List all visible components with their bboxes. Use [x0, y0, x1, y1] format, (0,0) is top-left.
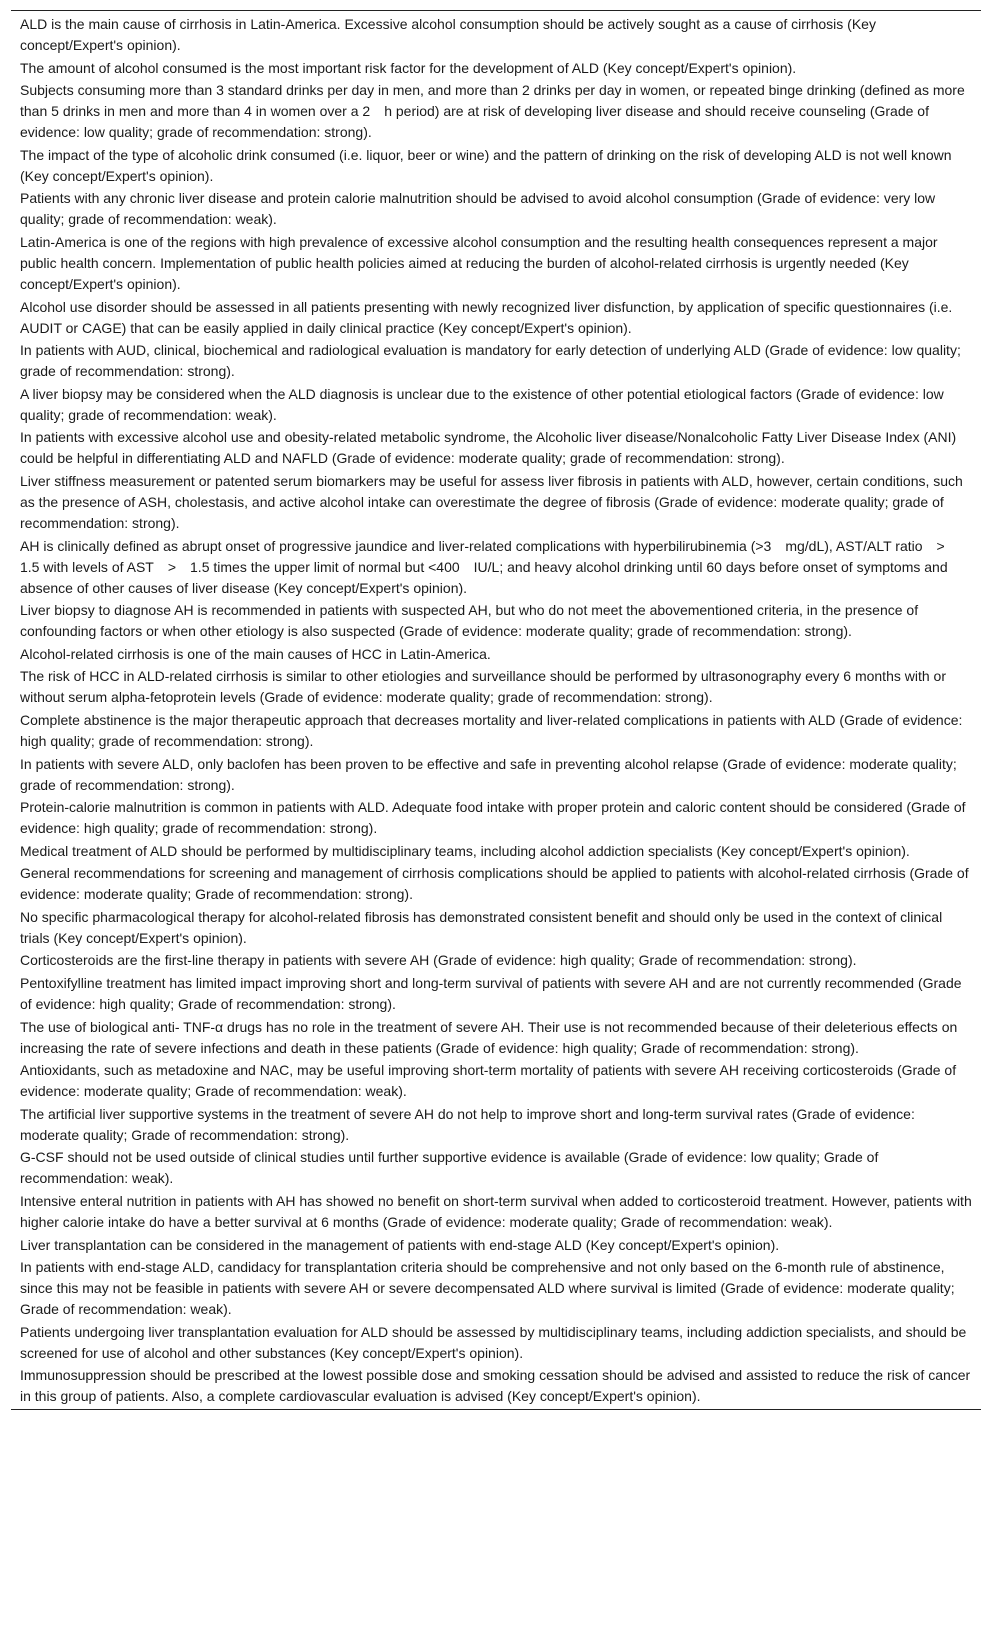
table-row	[11, 1235, 981, 1258]
table-row	[11, 232, 981, 297]
table-row	[11, 471, 981, 536]
statement-text: The impact of the type of alcoholic drink consumed (i.e. liquor, beer or wine) and the pattern of drinking on the risk of developing ALD is not well known (Key concept/Expert's opinion).	[20, 146, 952, 184]
statement-text: In patients with end-stage ALD, candidacy for transplantation criteria should be comprehensive and not only based on the 6-month rule of abstinence, since this may not be feasible in patients with severe AH or severe decompensated ALD where survival is limited (Grade of evidence: moderate quality; Grade of recommendation: weak).	[20, 1259, 955, 1318]
table-row	[11, 11, 981, 58]
statement-text: A liver biopsy may be considered when the ALD diagnosis is unclear due to the existence of other potential etiological factors (Grade of evidence: low quality; grade of recommendation: weak).	[20, 385, 944, 423]
table-row	[11, 145, 981, 189]
table-row	[11, 973, 981, 1017]
table-row	[11, 340, 981, 384]
statement-text: Latin-America is one of the regions with high prevalence of excessive alcohol consumption and the resulting health consequences represent a major public health concern. Implementation of public health policies aimed at reducing the burden of alcohol-related cirrhosis is urgently needed (Key concept/Expert's opinion).	[20, 233, 938, 292]
table-row	[11, 1060, 981, 1104]
table-row	[11, 666, 981, 710]
recommendations-table-body	[11, 11, 981, 1409]
table-row	[11, 80, 981, 145]
statement-text: G-CSF should not be used outside of clinical studies until further supportive evidence is available (Grade of evidence: low quality; Grade of recommendation: weak).	[20, 1149, 879, 1187]
table-row	[11, 1322, 981, 1366]
table-row	[11, 644, 981, 667]
statement-text: Subjects consuming more than 3 standard drinks per day in men, and more than 2 drinks per day in women, or repeated binge drinking (defined as more than 5 drinks in men and more than 4 in women over a 2 h period) are at risk of developing liver disease and should receive counseling (Grade of evidence: low quality; grade of recommendation: strong).	[20, 82, 965, 141]
statement-text: In patients with excessive alcohol use and obesity-related metabolic syndrome, the Alcoholic liver disease/Nonalcoholic Fatty Liver Disease Index (ANI) could be helpful in differentiating ALD and NAFLD (Grade of evidence: moderate quality; grade of recommendation: strong).	[20, 429, 957, 467]
statement-text: Alcohol use disorder should be assessed in all patients presenting with newly recognized liver disfunction, by application of specific questionnaires (i.e. AUDIT or CAGE) that can be easily applied in daily clinical practice (Key concept/Expert's opinion).	[20, 298, 953, 336]
table-row	[11, 907, 981, 951]
table-row	[11, 841, 981, 864]
table-row	[11, 1017, 981, 1061]
statement-text: Antioxidants, such as metadoxine and NAC, may be useful improving short-term mortality of patients with severe AH receiving corticosteroids (Grade of evidence: moderate quality; Grade of recommendation: weak).	[20, 1062, 957, 1100]
statement-text: Liver biopsy to diagnose AH is recommended in patients with suspected AH, but who do not meet the abovementioned criteria, in the presence of confounding factors or when other etiology is also suspected (Grade of evidence: moderate quality; grade of recommendation: strong).	[20, 602, 919, 640]
table-row	[11, 1147, 981, 1191]
statement-text: In patients with severe ALD, only baclofen has been proven to be effective and safe in preventing alcohol relapse (Grade of evidence: moderate quality; grade of recommendation: strong).	[20, 755, 957, 793]
recommendations-table-container	[11, 10, 981, 1410]
table-row	[11, 536, 981, 601]
table-row	[11, 950, 981, 973]
statement-text: Alcohol-related cirrhosis is one of the main causes of HCC in Latin-America.	[20, 645, 491, 662]
statement-text: Protein-calorie malnutrition is common in patients with ALD. Adequate food intake with proper protein and caloric content should be considered (Grade of evidence: high quality; grade of recommendation: strong).	[20, 799, 966, 837]
statement-text: Intensive enteral nutrition in patients with AH has showed no benefit on short-term survival when added to corticosteroid treatment. However, patients with higher calorie intake do have a better survival at 6 months (Grade of evidence: moderate quality; Grade of recommendation: weak).	[20, 1193, 972, 1231]
statement-text: Liver transplantation can be considered in the management of patients with end-stage ALD (Key concept/Expert's opinion).	[20, 1236, 780, 1253]
table-row	[11, 1104, 981, 1148]
table-row	[11, 384, 981, 428]
statement-text: No specific pharmacological therapy for alcohol-related fibrosis has demonstrated consistent benefit and should only be used in the context of clinical trials (Key concept/Expert's opinion).	[20, 908, 943, 946]
statement-text: Liver stiffness measurement or patented serum biomarkers may be useful for assess liver fibrosis in patients with ALD, however, certain conditions, such as the presence of ASH, cholestasis, and active alcohol intake can overestimate the degree of fibrosis (Grade of evidence: moderate quality; grade of recommendation: strong).	[20, 472, 963, 531]
statement-text: Corticosteroids are the first-line therapy in patients with severe AH (Grade of evidence: high quality; Grade of recommendation: strong).	[20, 952, 857, 969]
statement-text: Complete abstinence is the major therapeutic approach that decreases mortality and liver-related complications in patients with ALD (Grade of evidence: high quality; grade of recommendation: strong).	[20, 711, 963, 749]
statement-text: ALD is the main cause of cirrhosis in Latin-America. Excessive alcohol consumption should be actively sought as a cause of cirrhosis (Key concept/Expert's opinion).	[20, 16, 876, 53]
statement-text: Immunosuppression should be prescribed at the lowest possible dose and smoking cessation should be advised and assisted to reduce the risk of cancer in this group of patients. Also, a complete cardiovascular evaluation is advised (Key concept/Expert's opinion).	[20, 1367, 971, 1405]
statement-text: Pentoxifylline treatment has limited impact improving short and long-term survival of patients with severe AH and are not currently recommended (Grade of evidence: high quality; Grade of recommendation: strong).	[20, 975, 962, 1013]
recommendations-table	[11, 11, 981, 1409]
statement-text: The artificial liver supportive systems in the treatment of severe AH do not help to improve short and long-term survival rates (Grade of evidence: moderate quality; Grade of recommendation: strong).	[20, 1105, 915, 1143]
table-row	[11, 427, 981, 471]
statement-text: In patients with AUD, clinical, biochemical and radiological evaluation is mandatory for early detection of underlying ALD (Grade of evidence: low quality; grade of recommendation: strong).	[20, 342, 961, 380]
table-row	[11, 754, 981, 798]
statement-text: General recommendations for screening and management of cirrhosis complications should be applied to patients with alcohol-related cirrhosis (Grade of evidence: moderate quality; Grade of recommendation: strong).	[20, 865, 969, 903]
table-row	[11, 1257, 981, 1322]
statement-text: The use of biological anti- TNF-α drugs has no role in the treatment of severe AH. Their use is not recommended because of their deleterious effects on increasing the rate of severe infections and death in these patients (Grade of evidence: high quality; Grade of recommendation: strong).	[20, 1018, 958, 1056]
table-row	[11, 58, 981, 81]
statement-text: Patients undergoing liver transplantation evaluation for ALD should be assessed by multidisciplinary teams, including addiction specialists, and should be screened for use of alcohol and other substances (Key concept/Expert's opinion).	[20, 1323, 967, 1361]
table-row	[11, 797, 981, 841]
table-row	[11, 600, 981, 644]
table-row	[11, 1191, 981, 1235]
table-row	[11, 1365, 981, 1409]
table-row	[11, 297, 981, 341]
statement-text: AH is clinically defined as abrupt onset of progressive jaundice and liver-related complications with hyperbilirubinemia (>3 mg/dL), AST/ALT ratio > 1.5 with levels of AST > 1.5 times the upper limit of normal but <400 IU/L; and heavy alcohol drinking until 60 days before onset of symptoms and absence of other causes of liver disease (Key concept/Expert's opinion).	[20, 537, 959, 596]
statement-text: The amount of alcohol consumed is the most important risk factor for the development of ALD (Key concept/Expert's opinion).	[20, 59, 797, 76]
statement-text: The risk of HCC in ALD-related cirrhosis is similar to other etiologies and surveillance should be performed by ultrasonography every 6 months with or without serum alpha-fetoprotein levels (Grade of evidence: moderate quality; grade of recommendation: strong).	[20, 668, 946, 706]
statement-text: Medical treatment of ALD should be performed by multidisciplinary teams, including alcohol addiction specialists (Key concept/Expert's opinion).	[20, 842, 910, 859]
table-row	[11, 710, 981, 754]
table-row	[11, 188, 981, 232]
statement-text: Patients with any chronic liver disease and protein calorie malnutrition should be advised to avoid alcohol consumption (Grade of evidence: very low quality; grade of recommendation: weak).	[20, 190, 936, 228]
table-row	[11, 863, 981, 907]
